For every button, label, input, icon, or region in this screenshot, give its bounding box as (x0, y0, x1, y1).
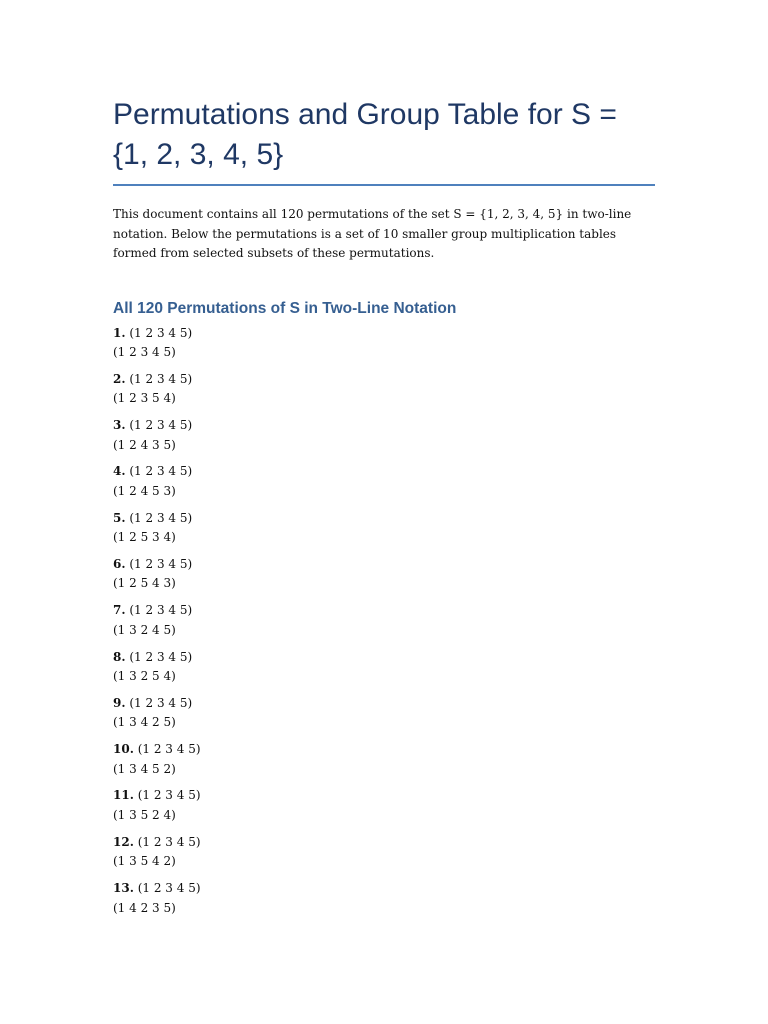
permutation-item (113, 833, 655, 872)
permutation-top-row: (1 2 3 4 5) (137, 742, 201, 757)
permutation-top-line (113, 370, 655, 390)
permutation-top-row: (1 2 3 4 5) (137, 834, 201, 849)
permutation-top-row: (1 2 3 4 5) (137, 881, 201, 896)
permutation-top-row: (1 2 3 4 5) (129, 325, 193, 340)
permutation-number: 1. (113, 325, 126, 340)
permutation-top-row: (1 2 3 4 5) (129, 371, 193, 386)
permutation-item (113, 601, 655, 640)
permutation-top-line (113, 555, 655, 575)
permutation-top-line (113, 462, 655, 482)
permutation-top-row: (1 2 3 4 5) (129, 556, 193, 571)
permutation-item (113, 555, 655, 594)
permutation-number: 9. (113, 695, 126, 710)
permutation-bottom-row: (1 3 5 2 4) (113, 807, 176, 822)
permutation-bottom-row: (1 2 4 5 3) (113, 483, 176, 498)
permutation-item (113, 648, 655, 687)
permutation-top-line (113, 786, 655, 806)
document-page (113, 0, 655, 925)
permutation-number: 4. (113, 464, 126, 479)
permutation-bottom-row: (1 3 5 4 2) (113, 854, 176, 869)
permutation-top-line (113, 694, 655, 714)
permutation-bottom-row: (1 3 2 4 5) (113, 622, 176, 637)
permutation-bottom-row: (1 2 5 3 4) (113, 530, 176, 545)
permutation-top-row: (1 2 3 4 5) (129, 603, 193, 618)
permutation-item (113, 509, 655, 548)
permutation-item (113, 740, 655, 779)
permutation-top-row: (1 2 3 4 5) (129, 510, 193, 525)
permutation-number: 3. (113, 418, 126, 433)
permutation-bottom-row: (1 3 4 2 5) (113, 715, 176, 730)
permutation-top-line (113, 509, 655, 529)
permutation-number: 13. (113, 881, 134, 896)
permutation-number: 11. (113, 788, 134, 803)
permutation-list (113, 324, 655, 919)
document-title: Permutations and Group Table for S = {1, 2, 3, 4, 5} (113, 0, 655, 186)
permutation-top-line (113, 416, 655, 436)
permutation-bottom-row: (1 4 2 3 5) (113, 900, 176, 915)
permutation-top-line (113, 648, 655, 668)
permutation-top-line (113, 601, 655, 621)
permutation-bottom-row: (1 2 5 4 3) (113, 576, 176, 591)
permutation-number: 5. (113, 510, 126, 525)
permutation-number: 12. (113, 834, 134, 849)
permutation-top-row: (1 2 3 4 5) (129, 418, 193, 433)
permutation-top-line (113, 740, 655, 760)
permutation-top-line (113, 879, 655, 899)
permutation-top-line (113, 833, 655, 853)
permutation-bottom-row: (1 2 3 4 5) (113, 345, 176, 359)
permutation-bottom-row: (1 2 3 5 4) (113, 391, 176, 406)
section-heading: All 120 Permutations of S in Two-Line Notation (113, 299, 457, 317)
permutation-number: 7. (113, 603, 126, 618)
permutation-item (113, 462, 655, 501)
permutation-number: 6. (113, 556, 126, 571)
permutation-item (113, 416, 655, 455)
permutation-bottom-row: (1 2 4 3 5) (113, 437, 176, 452)
permutation-bottom-row: (1 3 4 5 2) (113, 761, 176, 776)
permutation-number: 8. (113, 649, 126, 664)
permutation-top-row: (1 2 3 4 5) (129, 464, 193, 479)
permutation-top-row: (1 2 3 4 5) (137, 788, 201, 803)
permutation-item (113, 370, 655, 409)
intro-paragraph: This document contains all 120 permutations of the set S = {1, 2, 3, 4, 5} in two-line notation. Below the permutations is a set of 10 smaller group multiplication tables formed from selected subsets of these permutations. (113, 207, 632, 260)
permutation-bottom-row: (1 3 2 5 4) (113, 669, 176, 684)
permutation-item (113, 879, 655, 918)
permutation-top-line (113, 324, 655, 344)
permutation-top-row: (1 2 3 4 5) (129, 695, 193, 710)
permutation-top-row: (1 2 3 4 5) (129, 649, 193, 664)
permutation-number: 2. (113, 371, 126, 386)
permutation-number: 10. (113, 742, 134, 757)
permutation-item (113, 694, 655, 733)
permutation-item (113, 324, 655, 363)
permutation-item (113, 786, 655, 825)
